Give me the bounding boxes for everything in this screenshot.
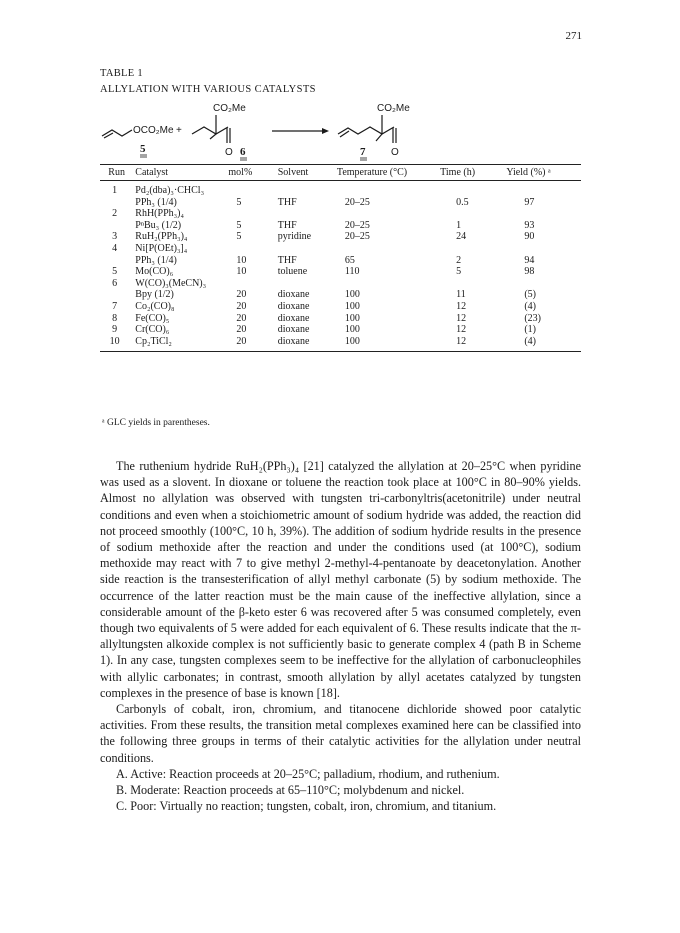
- cell-temperature: [333, 243, 436, 255]
- table-body: [100, 181, 581, 352]
- cell-yield: 97: [524, 196, 535, 208]
- cell-yield: (1): [524, 324, 536, 336]
- allyl-chain: [102, 130, 132, 136]
- cell-time: 1: [456, 219, 462, 231]
- reaction-scheme-drawing: [100, 100, 580, 164]
- table-row: [100, 324, 581, 336]
- reactant2-ester-label: CO₂Me: [213, 103, 246, 114]
- cell-mol: 20: [236, 300, 247, 312]
- cell-run: 3: [112, 231, 118, 243]
- cell-catalyst: W(CO)₃(MeCN)₃: [135, 277, 207, 289]
- cell-solvent: dioxane: [277, 289, 310, 301]
- cell-catalyst: Fe(CO)₅: [135, 312, 170, 324]
- compound-7-label: 7: [360, 146, 366, 158]
- cell-run: 9: [112, 324, 118, 336]
- product-methyl: [376, 134, 382, 141]
- table-header-row: [100, 165, 581, 181]
- product-carbonyl-label: O: [391, 147, 399, 158]
- cell-time: 12: [436, 336, 502, 352]
- cell-mol: 5: [236, 219, 242, 231]
- table-row: [100, 289, 581, 301]
- cell-mol: [224, 208, 273, 220]
- cell-yield: 94: [524, 254, 535, 266]
- cell-solvent: THF: [277, 219, 297, 231]
- cell-run: 10: [100, 336, 131, 352]
- cell-yield: [502, 208, 581, 220]
- cell-catalyst: Co₂(CO)₈: [135, 300, 175, 312]
- cell-mol: 5: [236, 196, 242, 208]
- cell-mol: [224, 278, 273, 290]
- table-row: [100, 255, 581, 267]
- header-catalyst: Catalyst: [131, 165, 224, 181]
- table-row: [100, 220, 581, 232]
- cell-mol: 10: [236, 254, 247, 266]
- cell-temperature: 100: [344, 300, 360, 312]
- table-row: [100, 208, 581, 220]
- table-row: [100, 243, 581, 255]
- cell-mol: [224, 243, 273, 255]
- page-number: 271: [565, 30, 582, 42]
- cell-solvent: dioxane: [277, 312, 310, 324]
- header-time: Time (h): [436, 165, 502, 181]
- paragraph: Carbonyls of cobalt, iron, chromium, and titanocene dichloride showed poor catalytic activities. From these results, the transition metal complexes examined here can be classified into the following three groups in terms of their catalytic activities for the allylation under neutral conditions.: [100, 702, 581, 765]
- cell-solvent: pyridine: [277, 231, 312, 243]
- cell-time: 12: [456, 324, 467, 336]
- cell-temperature: [333, 278, 436, 290]
- cell-run: 7: [112, 300, 118, 312]
- table-row: [100, 278, 581, 290]
- paragraph: The ruthenium hydride RuH₂(PPh₃)₄ [21] catalyzed the allylation at 20–25°C when pyridine was used as a slovent. In dioxane or toluene the reaction took place at 100°C in 80–90% yields. Almost no allylation was observed with tungsten tri-carbonyltris(acetonitrile) under neutral conditions and even when a stoichiometric amount of sodium hydride was added, the reaction did not proceed smoothly (100°C, 10 h, 39%). The addition of sodium hydride results in the presence of sodium methoxide after the reaction and under the conditions used (at 100°C), sodium methoxide may react with 7 to give methyl 2-methyl-4-pentanoate by deacetonylation. Another side reaction is the transesterification of allyl methyl carbonate (5) by sodium methoxide. The occurrence of the latter reaction must be the main cause of the ineffective allylation, since a considerable amount of the β-keto ester 6 was recovered after 5 was consumed completely, even though two equivalents of 5 were added for each equivalent of 6. These results indicate that the π-allyltungsten alkoxide complex is not sufficiently basic to generate complex 4 (path B in Scheme 1). In any case, tungsten complexes seem to be ineffective for the allylation of carbonucleophiles with allylic carbonates; in contrast, smooth allylation by allyl acetates catalyzed by tungsten complexes in the presence of base is known [18].: [100, 459, 581, 700]
- keto-ester-methyl: [210, 134, 216, 139]
- reactant2-carbonyl-label: O: [225, 147, 233, 158]
- cell-mol: 20: [236, 324, 247, 336]
- cell-temperature: 100: [344, 289, 360, 301]
- cell-yield: (4): [524, 300, 536, 312]
- classification-item-a: A. Active: Reaction proceeds at 20–25°C; palladium, rhodium, and ruthenium.: [116, 766, 500, 781]
- cell-time: 5: [456, 266, 462, 278]
- table-row: [100, 336, 581, 352]
- table-row: [100, 181, 581, 197]
- cell-time: [436, 243, 502, 255]
- cell-yield: (23): [524, 312, 541, 324]
- cell-yield: (4): [502, 336, 581, 352]
- cell-solvent: toluene: [277, 266, 308, 278]
- cell-time: [436, 181, 502, 197]
- cell-time: 12: [456, 300, 467, 312]
- cell-temperature: [333, 181, 436, 197]
- table-title: ALLYLATION WITH VARIOUS CATALYSTS: [100, 84, 316, 95]
- cell-mol: 20: [224, 336, 273, 352]
- cell-catalyst: Bpy (1/2): [135, 289, 174, 301]
- compound-5-label: 5: [140, 143, 146, 155]
- cell-yield: [502, 181, 581, 197]
- cell-solvent: [274, 208, 333, 220]
- compound-6-label: 6: [240, 146, 246, 158]
- cell-time: 12: [456, 312, 467, 324]
- cell-run: [100, 220, 131, 232]
- reaction-arrowhead: [322, 128, 329, 134]
- cell-temperature: 110: [344, 266, 360, 278]
- table-footnote: ᵃ GLC yields in parentheses.: [102, 418, 210, 428]
- cell-yield: [502, 243, 581, 255]
- cell-catalyst: Ni[P(OEt)₃]₄: [135, 242, 188, 254]
- cell-mol: 20: [236, 289, 247, 301]
- catalyst-table: [100, 164, 581, 352]
- cell-mol: 5: [236, 231, 242, 243]
- cell-mol: 10: [236, 266, 247, 278]
- header-mol: mol%: [224, 165, 273, 181]
- cell-yield: 90: [524, 231, 535, 243]
- reactant1-label: OCO₂Me: [133, 125, 174, 136]
- cell-temperature: 100: [344, 312, 360, 324]
- classification-item-c: C. Poor: Virtually no reaction; tungsten, cobalt, iron, chromium, and titanium.: [116, 799, 497, 814]
- cell-temperature: 100: [333, 336, 436, 352]
- cell-catalyst: PⁿBu₃ (1/2): [135, 219, 182, 231]
- table-row: [100, 313, 581, 325]
- header-yield: Yield (%) ᵃ: [502, 165, 581, 181]
- cell-yield: 98: [524, 266, 535, 278]
- table-label: TABLE 1: [100, 68, 143, 79]
- cell-solvent: [274, 278, 333, 290]
- cell-solvent: [274, 181, 333, 197]
- cell-catalyst: RuH₂(PPh₃)₄: [135, 231, 188, 243]
- keto-ester-chain: [192, 127, 228, 134]
- cell-catalyst: Cr(CO)₆: [135, 324, 170, 336]
- cell-temperature: [333, 208, 436, 220]
- cell-temperature: 20–25: [344, 219, 370, 231]
- header-run: Run: [100, 165, 131, 181]
- cell-run: [100, 289, 131, 301]
- cell-temperature: 100: [344, 324, 360, 336]
- body-text: [100, 458, 581, 814]
- cell-run: 4: [112, 242, 118, 254]
- cell-yield: [502, 278, 581, 290]
- cell-time: 24: [456, 231, 467, 243]
- cell-run: [100, 255, 131, 267]
- plus-sign: +: [176, 125, 182, 136]
- cell-solvent: THF: [277, 196, 297, 208]
- table-row: [100, 231, 581, 243]
- cell-solvent: THF: [277, 254, 297, 266]
- table-row: [100, 197, 581, 209]
- cell-catalyst: PPh₃ (1/4): [135, 254, 177, 266]
- cell-run: 8: [112, 312, 118, 324]
- cell-run: 6: [112, 277, 118, 289]
- cell-temperature: 20–25: [344, 196, 370, 208]
- cell-catalyst: RhH(PPh₃)₄: [135, 208, 184, 220]
- cell-solvent: dioxane: [274, 336, 333, 352]
- cell-run: [100, 197, 131, 209]
- cell-mol: [224, 181, 273, 197]
- cell-solvent: [274, 243, 333, 255]
- classification-item-b: B. Moderate: Reaction proceeds at 65–110°C; molybdenum and nickel.: [116, 783, 465, 798]
- cell-yield: 93: [524, 219, 535, 231]
- cell-catalyst: Cp₂TiCl₂: [131, 336, 224, 352]
- cell-solvent: dioxane: [277, 324, 310, 336]
- cell-solvent: dioxane: [277, 300, 310, 312]
- cell-catalyst: Pd₂(dba)₃·CHCl₃: [135, 185, 205, 196]
- cell-mol: 20: [236, 312, 247, 324]
- cell-time: 0.5: [456, 196, 469, 208]
- cell-temperature: 20–25: [344, 231, 370, 243]
- reaction-scheme: [100, 100, 580, 164]
- table-row: [100, 266, 581, 278]
- cell-run: 2: [112, 208, 118, 220]
- header-solvent: Solvent: [274, 165, 333, 181]
- cell-catalyst: PPh₃ (1/4): [135, 196, 177, 208]
- header-temperature: Temperature (°C): [333, 165, 436, 181]
- cell-time: [436, 208, 502, 220]
- cell-time: 11: [456, 289, 466, 301]
- cell-run: 5: [112, 266, 118, 278]
- cell-yield: (5): [524, 289, 536, 301]
- table-row: [100, 301, 581, 313]
- cell-catalyst: Mo(CO)₆: [135, 266, 174, 278]
- cell-time: [436, 278, 502, 290]
- cell-temperature: 65: [344, 254, 355, 266]
- cell-run: 1: [112, 185, 118, 196]
- product-ester-label: CO₂Me: [377, 103, 410, 114]
- cell-time: 2: [456, 254, 462, 266]
